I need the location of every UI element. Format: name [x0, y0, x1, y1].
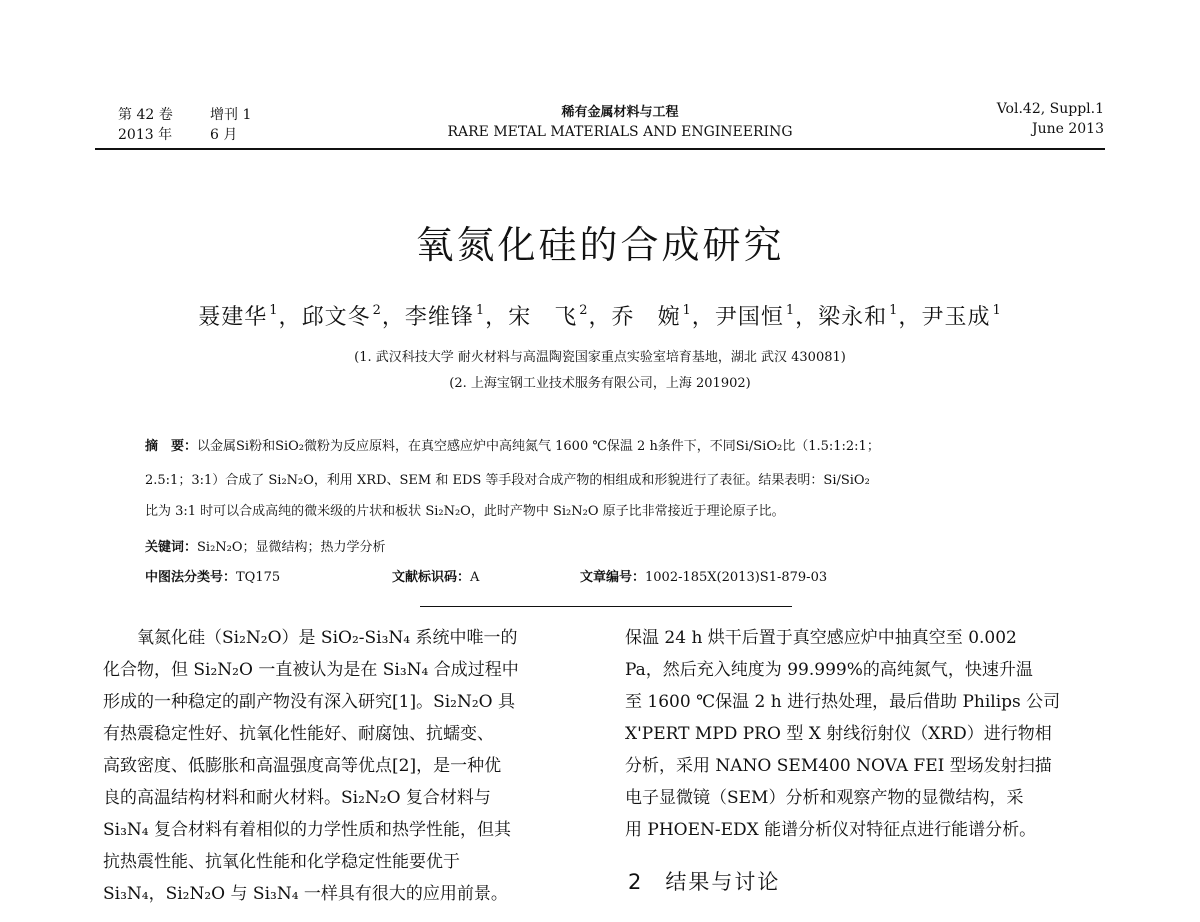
volume-label: 第 42 卷: [118, 107, 173, 123]
body-text-line: Pa，然后充入纯度为 99.999%的高纯氮气，快速升温: [625, 660, 1033, 680]
article-number: 文章编号：1002-185X(2013)S1-879-03: [580, 570, 828, 585]
author-name: 尹玉成: [921, 305, 991, 330]
section-title: 结果与讨论: [665, 870, 781, 894]
doc-code: 文献标识码：A: [392, 570, 480, 585]
body-text-line: 氧氮化硅（Si₂N₂O）是 SiO₂-Si₃N₄ 系统中唯一的: [103, 628, 518, 648]
body-text-line: X'PERT MPD PRO 型 X 射线衍射仪（XRD）进行物相: [625, 724, 1052, 744]
journal-name-cn: 稀有金属材料与工程: [561, 105, 679, 120]
abstract-line: 摘 要：以金属Si粉和SiO₂微粉为反应原料，在真空感应炉中高纯氮气 1600 ℃保温 2 h条件下，不同Si/SiO₂比（1.5:1:2:1；: [145, 439, 880, 454]
right-column: [625, 622, 1112, 846]
abstract-label: 摘 要：: [145, 439, 198, 454]
header-rule: [95, 148, 1105, 150]
body-text-line: 有热震稳定性好、抗氧化性能好、耐腐蚀、抗蠕变、: [103, 724, 494, 744]
body-text-line: 高致密度、低膨胀和高温强度高等优点[2]，是一种优: [103, 756, 502, 776]
section-number: 2: [628, 870, 644, 894]
body-text-line: Si₃N₄ 复合材料有着相似的力学性质和热学性能，但其: [103, 820, 511, 840]
body-text-line: Si₃N₄，Si₂N₂O 与 Si₃N₄ 一样具有很大的应用前景。: [103, 884, 508, 904]
body-text-line: 化合物，但 Si₂N₂O 一直被认为是在 Si₃N₄ 合成过程中: [103, 660, 519, 680]
author-list: 聂建华 $^1$，邱文冬 $^2$，李维锋 $^1$，宋 飞 $^2$，乔 婉 $^1$，尹国恒 $^1$，梁永和 $^1$，尹玉成 $^1$: [198, 303, 1002, 330]
affiliation-2: (2. 上海宝钢工业技术服务有限公司，上海 201902): [449, 376, 751, 391]
body-text-line: 保温 24 h 烘干后置于真空感应炉中抽真空至 0.002: [625, 628, 1017, 648]
author-name: 李维锋: [404, 305, 474, 330]
author-affiliation-mark: 2: [372, 303, 382, 318]
year-label: 2013 年: [118, 127, 173, 143]
volume-en: Vol.42, Suppl.1: [996, 101, 1104, 117]
author-affiliation-mark: 1: [269, 303, 279, 318]
body-text-line: 良的高温结构材料和耐火材料。Si₂N₂O 复合材料与: [103, 788, 491, 808]
author-name: 梁永和: [818, 305, 888, 330]
keywords-text: Si₂N₂O；显微结构；热力学分析: [197, 540, 386, 555]
author-name: 聂建华: [198, 305, 268, 330]
abstract-rule: [420, 606, 792, 607]
author-affiliation-mark: 1: [682, 303, 692, 318]
abstract-line: 2.5:1；3:1）合成了 Si₂N₂O，利用 XRD、SEM 和 EDS 等手段对合成产物的相组成和形貌进行了表征。结果表明：Si/SiO₂: [145, 473, 870, 488]
journal-name-en: RARE METAL MATERIALS AND ENGINEERING: [447, 124, 793, 140]
clc-number: 中图法分类号：TQ175: [145, 570, 281, 585]
month-label: 6 月: [210, 127, 238, 143]
author-affiliation-mark: 1: [785, 303, 796, 318]
body-text-line: 形成的一种稳定的副产物没有深入研究[1]。Si₂N₂O 具: [103, 692, 516, 712]
author-name: 宋 飞: [508, 305, 578, 330]
author-name: 乔 婉: [611, 305, 681, 330]
date-en: June 2013: [1031, 121, 1104, 137]
author-affiliation-mark: 2: [579, 303, 589, 318]
affiliation-1: (1. 武汉科技大学 耐火材料与高温陶瓷国家重点实验室培育基地，湖北 武汉 430081): [354, 350, 846, 365]
keywords-label: 关键词：: [145, 540, 198, 555]
body-text-line: 电子显微镜（SEM）分析和观察产物的显微结构，采: [625, 788, 1024, 808]
body-text-line: 用 PHOEN-EDX 能谱分析仪对特征点进行能谱分析。: [625, 820, 1037, 840]
author-affiliation-mark: 1: [992, 303, 1002, 318]
body-text-line: 至 1600 ℃保温 2 h 进行热处理，最后借助 Philips 公司: [625, 692, 1061, 712]
keywords: [145, 536, 386, 555]
abstract-line: 比为 3:1 时可以合成高纯的微米级的片状和板状 Si₂N₂O，此时产物中 Si₂N₂O 原子比非常接近于理论原子比。: [145, 504, 785, 519]
author-affiliation-mark: 1: [475, 303, 486, 318]
body-text-line: 抗热震性能、抗氧化性能和化学稳定性能要优于: [103, 852, 460, 872]
left-column: [103, 622, 583, 910]
author-name: 尹国恒: [714, 305, 784, 330]
paper-title: 氧氮化硅的合成研究: [415, 223, 785, 267]
author-affiliation-mark: 1: [889, 303, 899, 318]
body-text-line: 分析，采用 NANO SEM400 NOVA FEI 型场发射扫描: [625, 756, 1052, 776]
author-name: 邱文冬: [301, 305, 371, 330]
issue-label: 增刊 1: [210, 107, 252, 123]
section-heading: [628, 866, 780, 896]
